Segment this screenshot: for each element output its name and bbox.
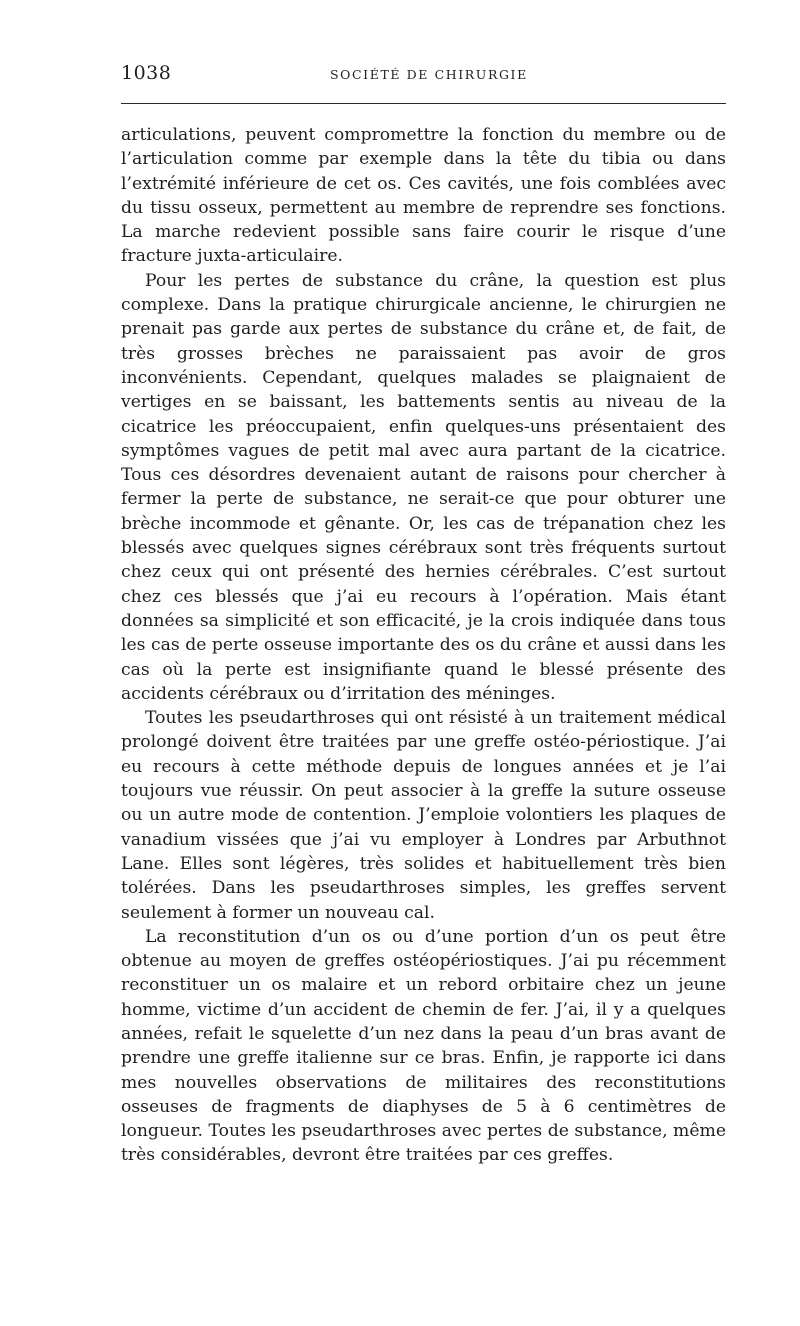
paragraph-bone-reconstitution: La reconstitution d’un os ou d’une portion d’un os peut être obtenue au moyen de greffes ostéopériostiques. J’ai pu récemment reconstituer un os malaire et un rebord orbitaire chez un jeune homme, victime d’un accident de chemin de fer. J’ai, il y a quelques années, refait le squelette d’un nez dans la peau d’un bras avant de prendre une greffe italienne sur ce bras. Enfin, je rapporte ici dans mes nouvelles observations de militaires des reconstitutions osseuses de fragments de diaphyses de 5 à 6 centimètres de longueur. Toutes les pseudarthroses avec pertes de substance, même très considérables, devront être traitées par ces greffes. (121, 926, 726, 1166)
journal-title: SOCIÉTÉ DE CHIRURGIE (330, 67, 528, 82)
body-text (121, 123, 726, 1168)
paragraph-joint-cavities: articulations, peuvent compromettre la fonction du membre ou de l’articulation comme par exemple dans la tête du tibia ou dans l’extrémité inférieure de cet os. Ces cavités, une fois comblées avec du tissu osseux, permettent au membre de reprendre ses fonctions. La marche redevient possible sans faire courir le risque d’une fracture juxta-articulaire. (121, 125, 726, 267)
paragraph-skull-loss: Pour les pertes de substance du crâne, la question est plus complexe. Dans la pratique chirurgicale ancienne, le chirurgien ne prenait pas garde aux pertes de substance du crâne et, de fait, de très grosses brèches ne paraissaient pas avoir de gros inconvénients. Cependant, quelques malades se plaignaient de vertiges en se baissant, les battements sentis au niveau de la cicatrice les préoccupaient, enfin quelques-uns présentaient des symptômes vagues de petit mal avec aura partant de la cicatrice. Tous ces désordres devenaient autant de raisons pour chercher à fermer la perte de substance, ne serait-ce que pour obturer une brèche incommode et gênante. Or, les cas de trépanation chez les blessés avec quelques signes cérébraux sont très fréquents surtout chez ceux qui ont présenté des hernies cérébrales. C’est surtout chez ces blessés que j’ai eu recours à l’opération. Mais étant données sa simplicité et son efficacité, je la crois indiquée dans tous les cas de perte osseuse importante des os du crâne et aussi dans les cas où la perte est insignifiante quand le blessé présente des accidents cérébraux ou d’irritation des méninges. (121, 270, 726, 704)
header-rule (121, 103, 726, 104)
paragraph-pseudarthroses: Toutes les pseudarthroses qui ont résisté à un traitement médical prolongé doivent être traitées par une greffe ostéo-périostique. J’ai eu recours à cette méthode depuis de longues années et je l’ai toujours vue réussir. On peut associer à la greffe la suture osseuse ou un autre mode de contention. J’emploie volontiers les plaques de vanadium vissées que j’ai vu employer à Londres par Arbuthnot Lane. Elles sont légères, très solides et habituellement très bien tolérées. Dans les pseudarthroses simples, les greffes servent seulement à former un nouveau cal. (121, 708, 726, 923)
page-number: 1038 (121, 62, 172, 84)
running-head (121, 62, 726, 88)
